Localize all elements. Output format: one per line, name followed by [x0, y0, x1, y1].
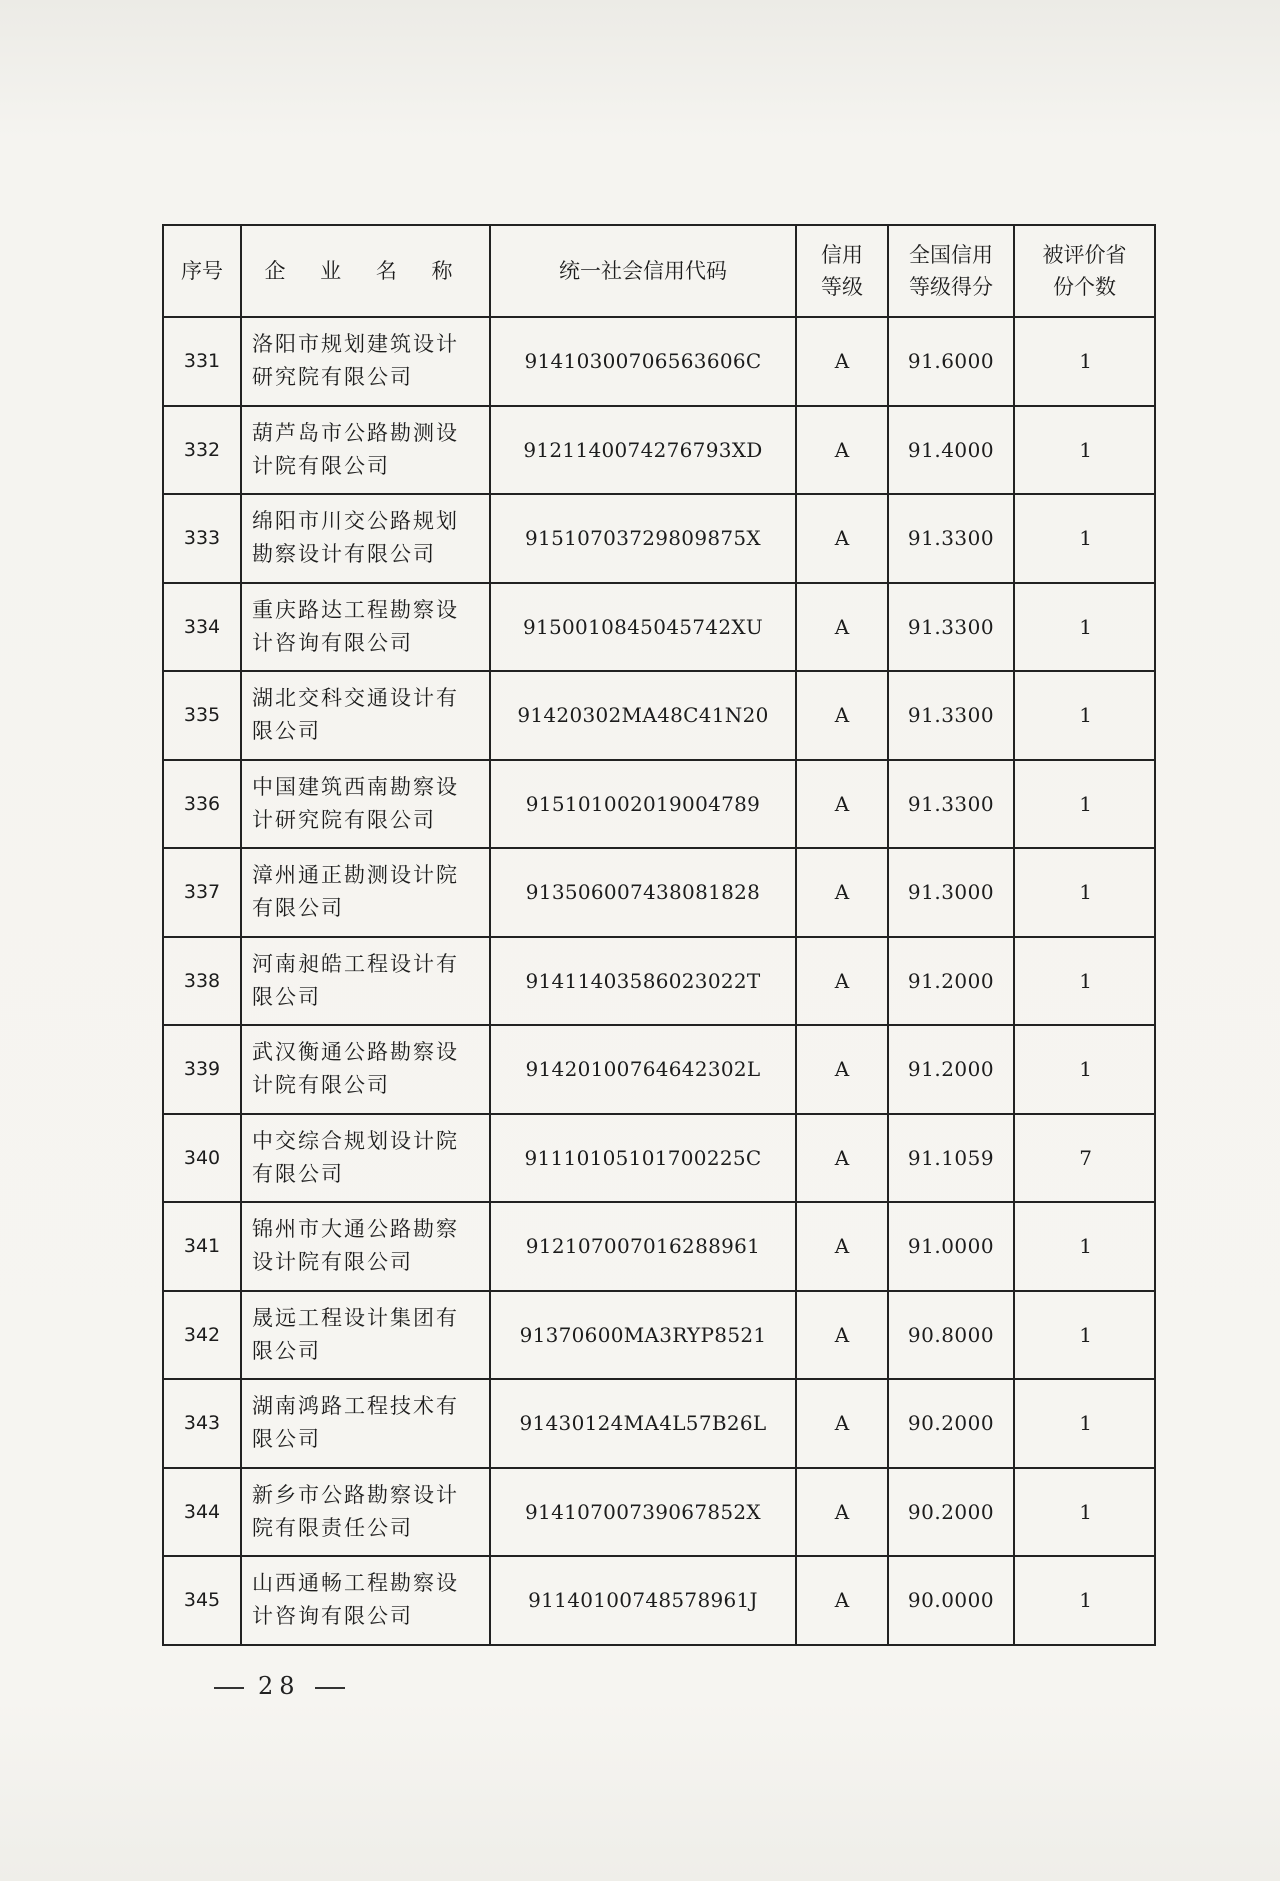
table-row — [163, 1291, 1155, 1380]
national-score: 90.2000 — [888, 1379, 1014, 1468]
header-national-score-text: 全国信用等级得分 — [909, 243, 993, 299]
table-body — [163, 317, 1155, 1645]
company-name: 晟远工程设计集团有限公司 — [241, 1291, 490, 1380]
row-number: 335 — [163, 671, 241, 760]
table-row — [163, 848, 1155, 937]
company-name: 重庆路达工程勘察设计咨询有限公司 — [241, 583, 490, 672]
province-count: 1 — [1014, 317, 1155, 406]
row-number: 341 — [163, 1202, 241, 1291]
row-number: 336 — [163, 760, 241, 849]
national-score: 91.2000 — [888, 1025, 1014, 1114]
credit-grade: A — [796, 494, 888, 583]
national-score: 91.4000 — [888, 406, 1014, 495]
header-province-count — [1014, 225, 1155, 317]
company-name: 锦州市大通公路勘察设计院有限公司 — [241, 1202, 490, 1291]
row-number: 337 — [163, 848, 241, 937]
national-score: 90.0000 — [888, 1556, 1014, 1645]
national-score: 91.0000 — [888, 1202, 1014, 1291]
company-name: 中交综合规划设计院有限公司 — [241, 1114, 490, 1203]
national-score: 90.2000 — [888, 1468, 1014, 1557]
credit-code: 9121140074276793XD — [490, 406, 796, 495]
table-row — [163, 937, 1155, 1026]
header-national-score — [888, 225, 1014, 317]
table-row — [163, 1468, 1155, 1557]
credit-code: 91411403586023022T — [490, 937, 796, 1026]
national-score: 90.8000 — [888, 1291, 1014, 1380]
header-company-name: 企 业 名 称 — [241, 225, 490, 317]
footer-dash-left — [214, 1687, 244, 1689]
credit-grade: A — [796, 1025, 888, 1114]
credit-code: 91510703729809875X — [490, 494, 796, 583]
company-name: 湖南鸿路工程技术有限公司 — [241, 1379, 490, 1468]
credit-code: 91420100764642302L — [490, 1025, 796, 1114]
national-score: 91.3300 — [888, 671, 1014, 760]
row-number: 333 — [163, 494, 241, 583]
header-no: 序号 — [163, 225, 241, 317]
row-number: 342 — [163, 1291, 241, 1380]
table-row — [163, 1114, 1155, 1203]
province-count: 1 — [1014, 1379, 1155, 1468]
header-province-count-text: 被评价省份个数 — [1042, 243, 1127, 299]
row-number: 340 — [163, 1114, 241, 1203]
credit-grade: A — [796, 583, 888, 672]
table-row — [163, 760, 1155, 849]
credit-code: 912107007016288961 — [490, 1202, 796, 1291]
credit-code: 915101002019004789 — [490, 760, 796, 849]
table-row — [163, 406, 1155, 495]
credit-code: 91140100748578961J — [490, 1556, 796, 1645]
company-name: 漳州通正勘测设计院有限公司 — [241, 848, 490, 937]
row-number: 344 — [163, 1468, 241, 1557]
row-number: 338 — [163, 937, 241, 1026]
company-name: 洛阳市规划建筑设计研究院有限公司 — [241, 317, 490, 406]
company-name: 新乡市公路勘察设计院有限责任公司 — [241, 1468, 490, 1557]
province-count: 1 — [1014, 1468, 1155, 1557]
province-count: 1 — [1014, 937, 1155, 1026]
province-count: 1 — [1014, 848, 1155, 937]
table-row — [163, 583, 1155, 672]
national-score: 91.6000 — [888, 317, 1014, 406]
national-score: 91.3000 — [888, 848, 1014, 937]
row-number: 334 — [163, 583, 241, 672]
table-row — [163, 671, 1155, 760]
province-count: 1 — [1014, 1202, 1155, 1291]
credit-code: 91410700739067852X — [490, 1468, 796, 1557]
province-count: 1 — [1014, 583, 1155, 672]
credit-code: 91430124MA4L57B26L — [490, 1379, 796, 1468]
footer-dash-right — [315, 1687, 345, 1689]
province-count: 1 — [1014, 494, 1155, 583]
credit-rating-table — [162, 224, 1156, 1646]
row-number: 339 — [163, 1025, 241, 1114]
table-row — [163, 1202, 1155, 1291]
table-row — [163, 1556, 1155, 1645]
province-count: 1 — [1014, 760, 1155, 849]
company-name: 武汉衡通公路勘察设计院有限公司 — [241, 1025, 490, 1114]
company-name: 葫芦岛市公路勘测设计院有限公司 — [241, 406, 490, 495]
national-score: 91.1059 — [888, 1114, 1014, 1203]
company-name: 山西通畅工程勘察设计咨询有限公司 — [241, 1556, 490, 1645]
credit-code: 91410300706563606C — [490, 317, 796, 406]
credit-code: 91110105101700225C — [490, 1114, 796, 1203]
credit-grade: A — [796, 1379, 888, 1468]
page-number: 28 — [258, 1672, 301, 1700]
row-number: 343 — [163, 1379, 241, 1468]
credit-grade: A — [796, 317, 888, 406]
header-credit-grade — [796, 225, 888, 317]
national-score: 91.2000 — [888, 937, 1014, 1026]
credit-grade: A — [796, 1202, 888, 1291]
credit-code: 91370600MA3RYP8521 — [490, 1291, 796, 1380]
company-name: 中国建筑西南勘察设计研究院有限公司 — [241, 760, 490, 849]
credit-grade: A — [796, 848, 888, 937]
company-name: 绵阳市川交公路规划勘察设计有限公司 — [241, 494, 490, 583]
credit-grade: A — [796, 1556, 888, 1645]
province-count: 1 — [1014, 1025, 1155, 1114]
row-number: 331 — [163, 317, 241, 406]
company-name: 河南昶皓工程设计有限公司 — [241, 937, 490, 1026]
province-count: 1 — [1014, 671, 1155, 760]
credit-code: 91420302MA48C41N20 — [490, 671, 796, 760]
province-count: 7 — [1014, 1114, 1155, 1203]
national-score: 91.3300 — [888, 494, 1014, 583]
province-count: 1 — [1014, 1291, 1155, 1380]
company-name: 湖北交科交通设计有限公司 — [241, 671, 490, 760]
row-number: 332 — [163, 406, 241, 495]
credit-grade: A — [796, 1114, 888, 1203]
credit-rating-table-container — [162, 224, 1154, 1646]
credit-code: 9150010845045742XU — [490, 583, 796, 672]
table-header-row — [163, 225, 1155, 317]
national-score: 91.3300 — [888, 583, 1014, 672]
province-count: 1 — [1014, 406, 1155, 495]
credit-grade: A — [796, 1468, 888, 1557]
credit-grade: A — [796, 1291, 888, 1380]
table-row — [163, 317, 1155, 406]
credit-grade: A — [796, 760, 888, 849]
credit-code: 913506007438081828 — [490, 848, 796, 937]
credit-grade: A — [796, 937, 888, 1026]
national-score: 91.3300 — [888, 760, 1014, 849]
credit-grade: A — [796, 406, 888, 495]
row-number: 345 — [163, 1556, 241, 1645]
page-footer — [200, 1672, 359, 1700]
table-row — [163, 1379, 1155, 1468]
table-row — [163, 1025, 1155, 1114]
table-row — [163, 494, 1155, 583]
header-credit-code: 统一社会信用代码 — [490, 225, 796, 317]
province-count: 1 — [1014, 1556, 1155, 1645]
header-credit-grade-text: 信用等级 — [821, 243, 863, 299]
credit-grade: A — [796, 671, 888, 760]
